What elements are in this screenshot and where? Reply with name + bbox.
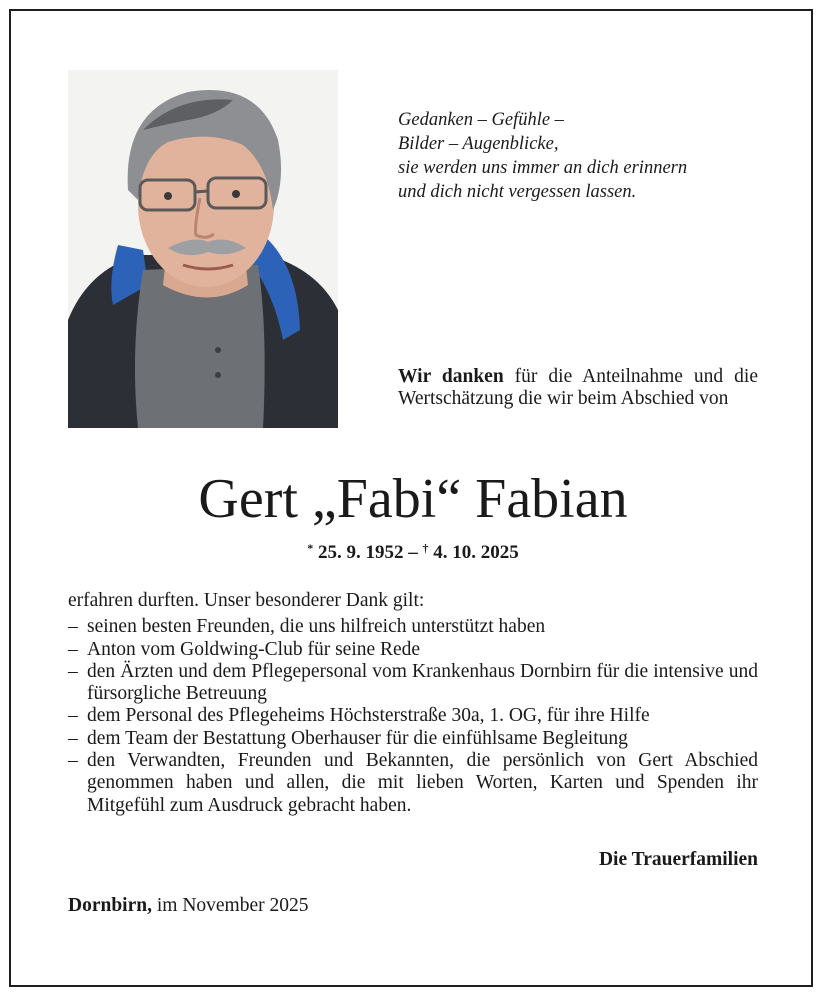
poem-line: sie werden uns immer an dich erinnern (398, 158, 688, 178)
place-and-date (68, 894, 468, 918)
list-dash: – (68, 616, 78, 638)
birth-date: 25. 9. 1952 – (313, 542, 423, 563)
list-dash: – (68, 638, 78, 660)
signoff: Die Trauerfamilien (598, 849, 758, 870)
thanks-text: für die Anteilnahme und die Wertschätzung die wir beim Abschied von (398, 366, 758, 409)
poem-line: Gedanken – Gefühle – (398, 110, 564, 130)
list-dash: – (68, 660, 78, 682)
list-item (68, 750, 758, 817)
portrait-illustration (68, 70, 338, 428)
deceased-name: Gert „Fabi“ Fabian (198, 468, 628, 530)
gratitude-list (68, 616, 758, 817)
list-item (68, 661, 758, 706)
memorial-poem (398, 108, 778, 204)
list-item-text: den Ärzten und dem Pflegepersonal vom Krankenhaus Dornbirn für die intensive und fürsorgliche Betreuung (87, 660, 758, 705)
list-item (68, 616, 758, 638)
list-dash: – (68, 750, 78, 772)
life-dates (0, 536, 826, 565)
death-symbol: † (422, 541, 429, 555)
list-item-text: seinen besten Freunden, die uns hilfreich unterstützt haben (87, 616, 546, 638)
list-item-text: den Verwandten, Freunden und Bekannten, die persönlich von Gert Abschied genommen haben und allen, die mit lieben Worten, Karten und Spenden ihr Mitgefühl zum Ausdruck gebracht haben. (87, 750, 758, 816)
place-city: Dornbirn, (68, 895, 152, 916)
birth-symbol: * (307, 541, 314, 555)
death-date: 4. 10. 2025 (428, 542, 519, 563)
list-item-text: dem Team der Bestattung Oberhauser für die einfühlsame Begleitung (87, 727, 628, 749)
list-dash: – (68, 727, 78, 749)
list-item (68, 728, 758, 750)
list-item (68, 639, 758, 661)
gratitude-intro: erfahren durften. Unser besonderer Dank gilt: (68, 590, 425, 611)
portrait-photo (68, 70, 338, 428)
list-item-text: dem Personal des Pflegeheims Höchsterstraße 30a, 1. OG, für ihre Hilfe (87, 705, 650, 727)
list-item-text: Anton vom Goldwing-Club für seine Rede (87, 638, 421, 660)
poem-line: Bilder – Augenblicke, (398, 134, 559, 154)
gratitude-body (68, 590, 758, 817)
list-item (68, 705, 758, 727)
thanks-lead: Wir danken (398, 366, 504, 387)
poem-line: und dich nicht vergessen lassen. (398, 182, 637, 202)
list-dash: – (68, 705, 78, 727)
thanks-paragraph (398, 366, 758, 410)
place-date: im November 2025 (151, 895, 309, 916)
